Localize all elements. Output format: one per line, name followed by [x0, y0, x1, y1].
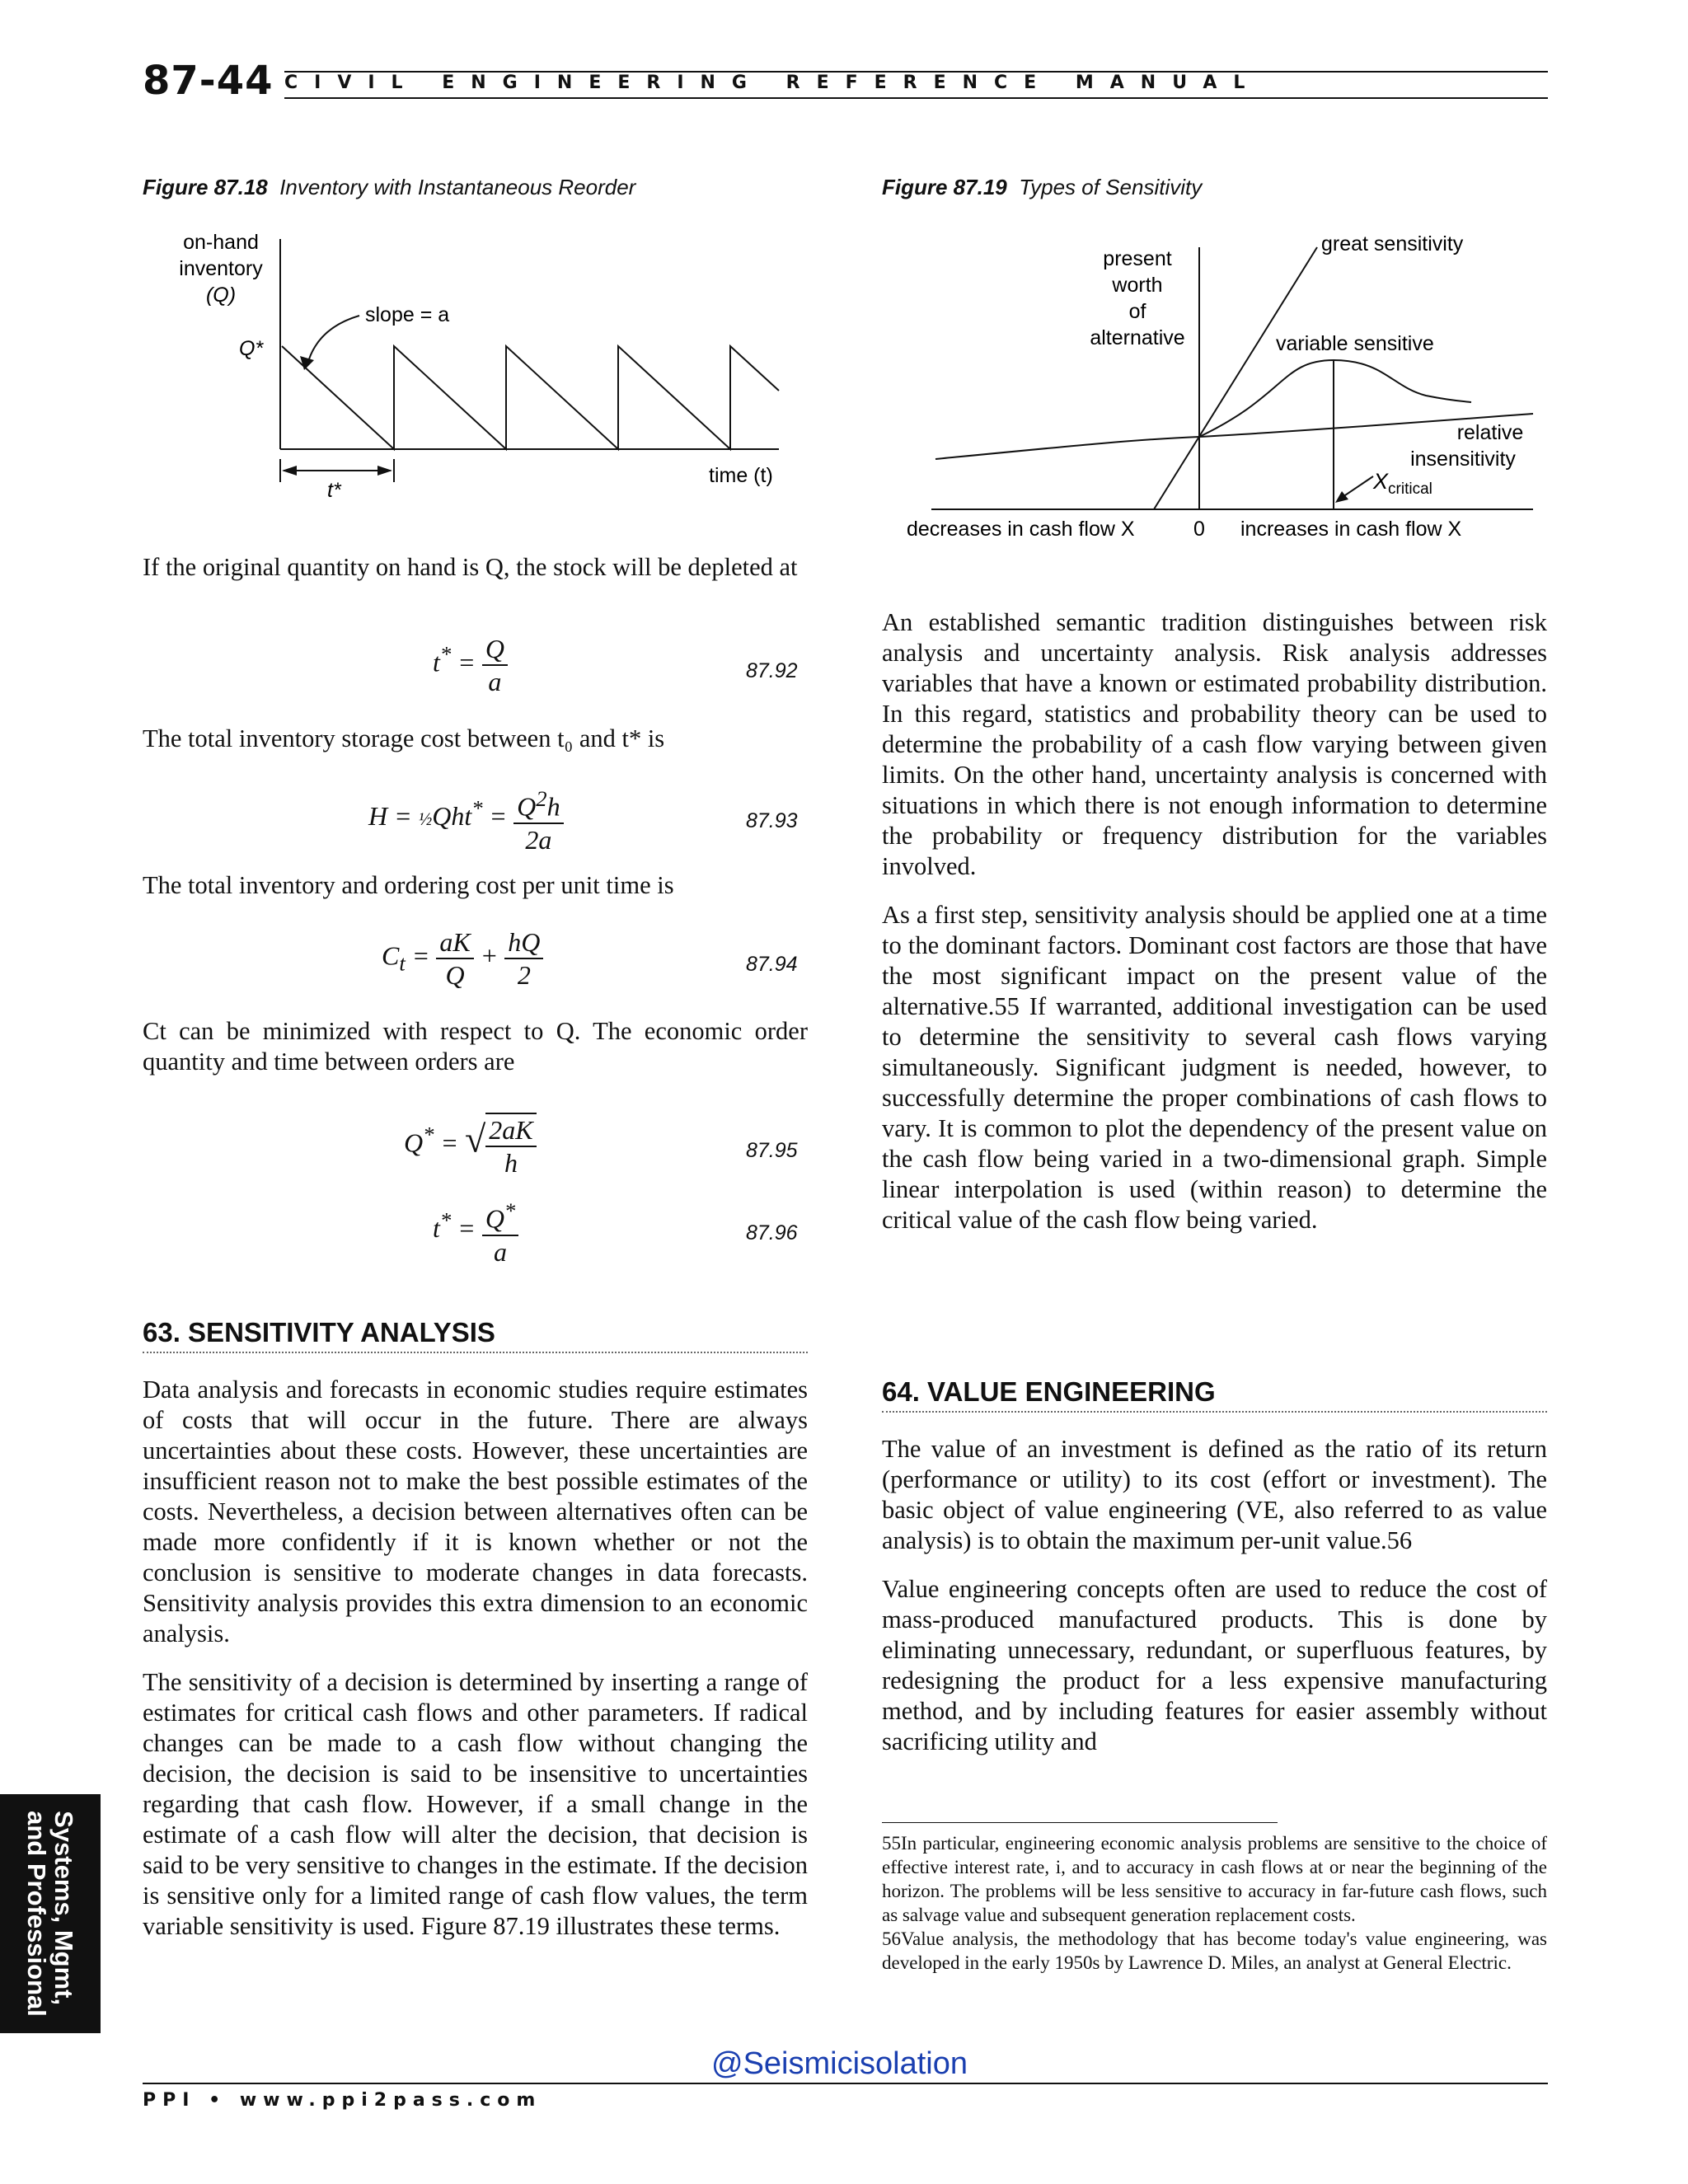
equation-number-87-94: 87.94 [746, 953, 798, 976]
page-number: 87-44 [143, 58, 274, 104]
footer-website: PPI • www.ppi2pass.com [143, 2090, 542, 2111]
f18-ylabel-3: (Q) [205, 284, 237, 307]
f19-xcritical-pointer [1340, 476, 1373, 499]
footnote-rule [882, 1822, 1278, 1823]
footnote-55: 55In particular, engineering economic analysis problems are sensitive to the choice of effective interest rate, i, and to accuracy in cash flows at or near the beginning of the horizon. The problems will be less sensitive to accuracy in far-future cash flows, such as salvage value and subsequent generation replacement costs. [882, 1833, 1547, 1925]
right-body-top [882, 607, 1547, 1254]
figure-19-number: Figure 87.19 [882, 175, 1007, 199]
f18-slope-arrow [307, 316, 359, 364]
footnotes [882, 1831, 1547, 1975]
figure-18-diagram [0, 0, 824, 527]
f19-ylabel-4: alternative [1090, 326, 1185, 349]
equation-87-96: t* = $\frac{Q^*}{a}$ [433, 1195, 518, 1268]
section-tab-line-2: and Professional [22, 1811, 51, 2017]
f18-tstar-label: t* [327, 479, 341, 502]
section-64-heading: 64. VALUE ENGINEERING [882, 1376, 1216, 1407]
f19-ylabel-2: worth [1112, 274, 1163, 297]
left-para-5: Data analysis and forecasts in economic studies require estimates of costs that will occur in the future. There are always uncertainties about these costs. However, these uncertainties are insufficient reason not to make the best possible estimates of the costs. Nevertheless, a decision between alternatives often can be made more confidently if it is known whether or not the conclusion is sensitive to moderate changes in data forecasts. Sensitivity analysis provides this extra dimension to an economic analysis. [143, 1376, 808, 1647]
f18-time-label: time (t) [709, 464, 773, 487]
equation-87-92: t* = $\frac{Q}{a}$ [433, 633, 508, 697]
manual-title: CIVIL ENGINEERING REFERENCE MANUAL [284, 73, 1262, 93]
footnote-56: 56Value analysis, the methodology that has become today's value engineering, was developed in the early 1950s by Lawrence D. Miles, an analyst at General Electric. [882, 1929, 1547, 1973]
right-para-4: Value engineering concepts often are used to reduce the cost of mass-produced manufactured products. This is done by eliminating unnecessary, redundant, or superfluous features, by redesigning the product for a less expensive manufacturing method, and by including features for easier assembly without sacrificing utility and [882, 1575, 1547, 1755]
equation-87-94: $C_t$ = $\frac{aK}{Q}$ + $\frac{hQ}{2}$ [382, 926, 543, 991]
figure-18-title: Inventory with Instantaneous Reorder [279, 175, 636, 199]
f19-relative-label-2: insensitivity [1410, 448, 1516, 471]
left-para-2: The total inventory storage cost between t₀ and t* is [143, 724, 665, 752]
watermark: @Seismicisolation [711, 2046, 968, 2081]
f19-ylabel-1: present [1103, 247, 1172, 270]
f18-slope-arrowhead [300, 356, 314, 370]
f19-ylabel-3: of [1128, 300, 1146, 323]
f19-increases-label: increases in cash flow X [1240, 518, 1462, 541]
equation-number-87-95: 87.95 [746, 1139, 798, 1162]
f18-slope-label: slope = a [365, 303, 450, 326]
equation-number-87-92: 87.92 [746, 659, 798, 682]
figure-19-title: Types of Sensitivity [1019, 175, 1203, 199]
f19-xcritical-arrowhead [1335, 491, 1348, 503]
f18-qstar-label: Q* [239, 337, 264, 360]
f19-zero-label: 0 [1193, 518, 1205, 541]
figure-18-number: Figure 87.18 [143, 175, 268, 199]
f18-ylabel-2: inventory [179, 257, 263, 280]
f19-relative-label-1: relative [1456, 421, 1524, 444]
right-para-1: An established semantic tradition distinguishes between risk analysis and uncertainty analysis. Risk analysis addresses variables that have a known or estimated probability distribution. In this regard, statistics and probability theory can be used to determine the probability of a cash flow varying between given limits. On the other hand, uncertainty analysis is concerned with situations in which there is not enough information to determine the probability or frequency distribution for the variables involved. [882, 608, 1547, 880]
right-para-2: As a first step, sensitivity analysis should be applied one at a time to the dominant factors. Dominant cost factors are those that have the most significant impact on the present value of the alternative.55 If warranted, additional investigation can be used to determine the sensitivity to several cash flows varying simultaneously. Significant judgment is needed, however, to successfully determine the proper combinations of cash flows to vary. It is common to plot the dependency of the present value on the cash flow being varied in a two-dimensional graph. Simple linear interpolation is used (within reason) to determine the critical value of the cash flow being varied. [882, 901, 1547, 1234]
section-63-dots [143, 1352, 808, 1353]
right-body-bottom [882, 1434, 1547, 1775]
f19-variable-label: variable sensitive [1276, 332, 1434, 355]
f19-xcritical-label [1372, 469, 1432, 498]
left-para-1: If the original quantity on hand is Q, the stock will be depleted at [143, 553, 798, 581]
f19-xcritical-main: X [1373, 469, 1389, 494]
f19-decreases-label: decreases in cash flow X [907, 518, 1135, 541]
equation-87-93: H = ½Qht* = $\frac{Q^2h}{2a}$ [368, 783, 564, 855]
section-63-heading: 63. SENSITIVITY ANALYSIS [143, 1317, 495, 1347]
f19-great-sensitivity-line [1154, 247, 1317, 509]
right-para-3: The value of an investment is defined as the ratio of its return (performance or utility) to its cost (effort or investment). The basic object of value engineering (VE, also referred to as value analysis) is to obtain the maximum per-unit value.56 [882, 1435, 1547, 1554]
equation-number-87-96: 87.96 [746, 1221, 798, 1244]
f18-dim-arrow-left [282, 466, 297, 476]
f18-ylabel-1: on-hand [183, 231, 259, 254]
footer-rule [143, 2083, 1548, 2084]
section-tab-label [23, 1811, 77, 2017]
left-body [143, 1375, 808, 1960]
left-para-3: The total inventory and ordering cost per unit time is [143, 871, 674, 899]
f18-sawtooth [282, 346, 779, 449]
f19-great-label: great sensitivity [1321, 232, 1464, 255]
section-tab-line-1: Systems, Mgmt, [49, 1811, 78, 2006]
equation-87-95: Q* = √ $\frac{2aK}{h}$ [404, 1113, 537, 1179]
f19-xcritical-sub: critical [1388, 480, 1432, 498]
f18-dim-arrow-right [377, 466, 392, 476]
equation-number-87-93: 87.93 [746, 809, 798, 832]
left-para-6: The sensitivity of a decision is determined by inserting a range of estimates for critical cash flows and other parameters. If radical changes can be made to a cash flow without changing the decision, the decision is said to be insensitive to uncertainties regarding that cash flow. However, if a small change in the estimate of a cash flow will alter the decision, that decision is said to be very sensitive to changes in the estimate. If the decision is sensitive only for a limited range of cash flow values, the term variable sensitivity is used. Figure 87.19 illustrates these terms. [143, 1668, 808, 1940]
left-para-4: Ct can be minimized with respect to Q. The economic order quantity and time between orders are [143, 1017, 808, 1076]
figure-19-diagram [824, 0, 1688, 560]
section-64-dots [882, 1411, 1547, 1413]
